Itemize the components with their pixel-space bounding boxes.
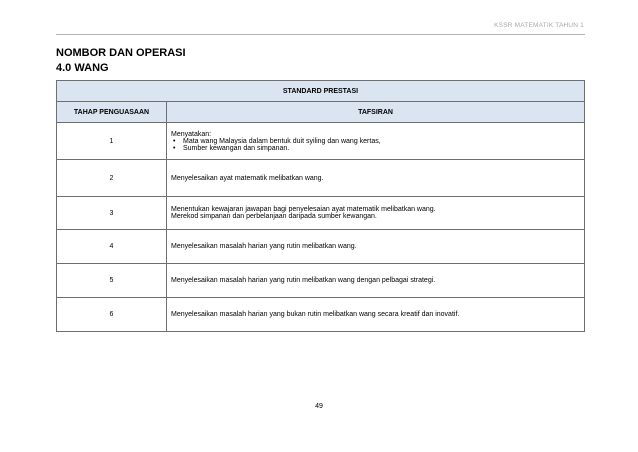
standard-prestasi-table-container xyxy=(56,80,585,332)
column-header-tahap: TAHAP PENGUASAAN xyxy=(57,102,167,123)
level-cell: 5 xyxy=(57,264,167,298)
description-cell: Menyelesaikan ayat matematik melibatkan wang. xyxy=(167,160,585,197)
table-row xyxy=(57,264,585,298)
level-cell: 4 xyxy=(57,230,167,264)
page-number: 49 xyxy=(315,403,323,410)
bullet-item: • Sumber kewangan dan simpanan. xyxy=(171,145,580,152)
description-cell: Menyelesaikan masalah harian yang bukan rutin melibatkan wang secara kreatif dan inovatif. xyxy=(167,298,585,332)
description-bullet-list xyxy=(171,138,580,152)
level-cell: 2 xyxy=(57,160,167,197)
header-divider xyxy=(56,34,585,35)
topic-title: NOMBOR DAN OPERASI xyxy=(56,47,186,59)
description-cell xyxy=(167,197,585,230)
table-row xyxy=(57,230,585,264)
level-cell: 3 xyxy=(57,197,167,230)
table-caption-row xyxy=(57,81,585,102)
table-row xyxy=(57,123,585,160)
level-cell: 6 xyxy=(57,298,167,332)
section-title xyxy=(56,46,186,76)
description-line: Menentukan kewajaran jawapan bagi penyelesaian ayat matematik melibatkan wang. xyxy=(171,206,436,213)
bullet-item: • Mata wang Malaysia dalam bentuk duit syiling dan wang kertas, xyxy=(171,138,580,145)
description-cell: Menyelesaikan masalah harian yang rutin melibatkan wang dengan pelbagai strategi. xyxy=(167,264,585,298)
subtopic-title: 4.0 WANG xyxy=(56,62,109,74)
description-intro: Menyatakan: xyxy=(171,130,212,138)
table-caption: STANDARD PRESTASI xyxy=(57,81,585,102)
description-cell xyxy=(167,123,585,160)
table-row xyxy=(57,160,585,197)
table-row xyxy=(57,298,585,332)
level-cell: 1 xyxy=(57,123,167,160)
table-row xyxy=(57,197,585,230)
standard-prestasi-table xyxy=(56,80,585,332)
column-header-tafsiran: TAFSIRAN xyxy=(167,102,585,123)
table-header-row xyxy=(57,102,585,123)
description-cell: Menyelesaikan masalah harian yang rutin melibatkan wang. xyxy=(167,230,585,264)
document-header-label: KSSR MATEMATIK TAHUN 1 xyxy=(494,22,584,29)
description-line: Merekod simpanan dan perbelanjaan daripada sumber kewangan. xyxy=(171,213,377,220)
